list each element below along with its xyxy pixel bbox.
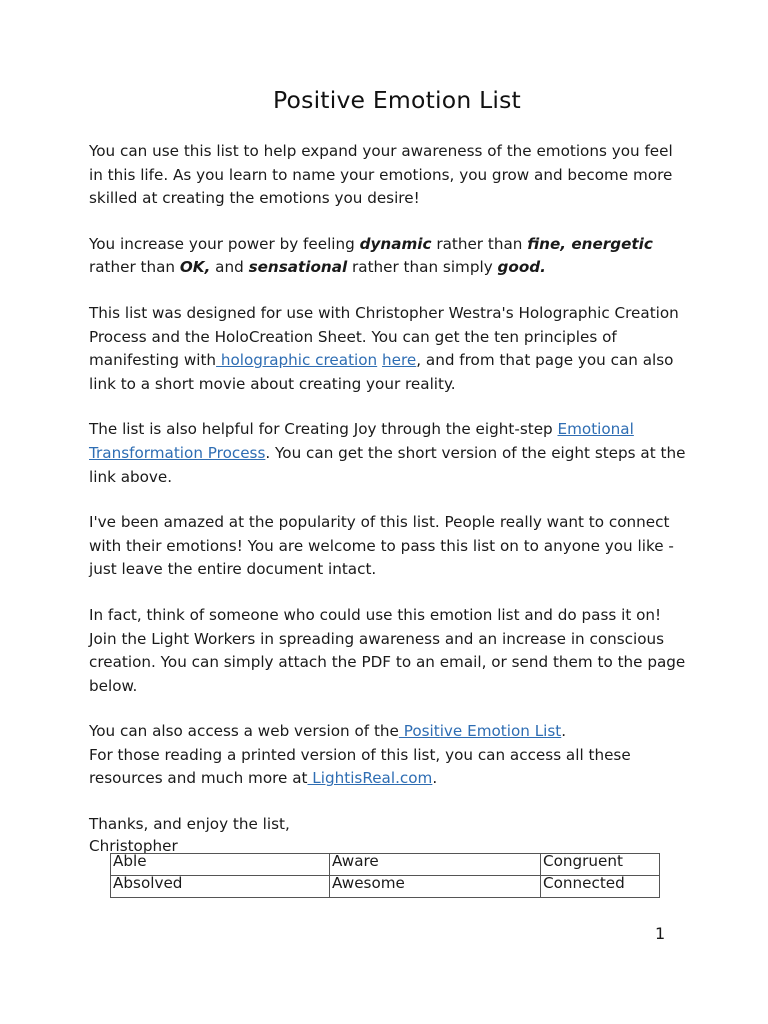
web-version-text-1: You can also access a web version of the: [89, 722, 399, 741]
printed-version-text-1: For those reading a printed version of this list, you can access all these resources and much more at: [89, 745, 631, 788]
table-cell: Awesome: [330, 876, 541, 898]
positive-emotion-list-link[interactable]: Positive Emotion List: [398, 722, 562, 741]
power-text-5: rather than simply: [347, 258, 498, 277]
share-paragraph: In fact, think of someone who could use this emotion list and do pass it on! Join the Light Workers in spreading awareness and an increase in conscious creation. You can simply attach the PDF to an email, or send them to the page below.: [89, 605, 686, 695]
web-version-text-2: .: [561, 722, 567, 741]
printed-version-paragraph: [89, 744, 689, 791]
page-number: 1: [655, 924, 666, 943]
intro-paragraph: You can use this list to help expand your awareness of the emotions you feel in this life. As you learn to name your emotions, you grow and become more skilled at creating the emotions you desire!: [89, 142, 673, 208]
power-text-1: You increase your power by feeling: [89, 234, 360, 253]
emphasis-ok: OK,: [179, 258, 211, 277]
table-cell: Able: [111, 854, 330, 876]
lightisreal-link[interactable]: LightisReal.com: [307, 769, 433, 788]
table-cell: Absolved: [111, 876, 330, 898]
table-row: [111, 854, 660, 876]
creating-joy-text-1: The list is also helpful for Creating Joy through the eight-step: [89, 420, 558, 439]
emphasis-good: good.: [497, 258, 546, 277]
power-text-4: and: [210, 258, 249, 277]
power-paragraph: [89, 233, 689, 280]
table-cell: Aware: [330, 854, 541, 876]
here-link[interactable]: here: [382, 351, 417, 370]
printed-version-text-2: .: [432, 769, 438, 788]
table-cell: Congruent: [541, 854, 660, 876]
table-cell: Connected: [541, 876, 660, 898]
creating-joy-text-2: . You can get the short version of the eight steps at the link above.: [89, 443, 686, 486]
holographic-creation-link[interactable]: holographic creation: [216, 351, 378, 370]
power-text-2: rather than: [431, 234, 528, 253]
holographic-paragraph: [89, 302, 689, 396]
table-row: [111, 876, 660, 898]
web-version-paragraph: [89, 720, 689, 744]
power-text-3: rather than: [89, 258, 180, 277]
emphasis-fine-energetic: fine, energetic: [527, 234, 653, 253]
creating-joy-paragraph: [89, 418, 689, 489]
emotion-table: [110, 853, 660, 898]
page-title: Positive Emotion List: [273, 86, 521, 114]
signature: Christopher: [89, 836, 178, 855]
holographic-text-3: , and from that page you can also link to a short movie about creating your reality.: [89, 351, 674, 393]
emotional-transformation-link[interactable]: Emotional Transformation Process: [89, 420, 634, 462]
holographic-text-1: This list was designed for use with Christopher Westra's Holographic Creation Process and the HoloCreation Sheet. You can get the ten principles of manifesting with: [89, 303, 679, 370]
emphasis-sensational: sensational: [248, 258, 348, 277]
popularity-paragraph: I've been amazed at the popularity of this list. People really want to connect with their emotions! You are welcome to pass this list on to anyone you like - just leave the entire document intact.: [89, 513, 674, 579]
emphasis-dynamic: dynamic: [359, 234, 432, 253]
document-body: [89, 140, 689, 855]
thanks-line: Thanks, and enjoy the list,: [89, 815, 290, 834]
